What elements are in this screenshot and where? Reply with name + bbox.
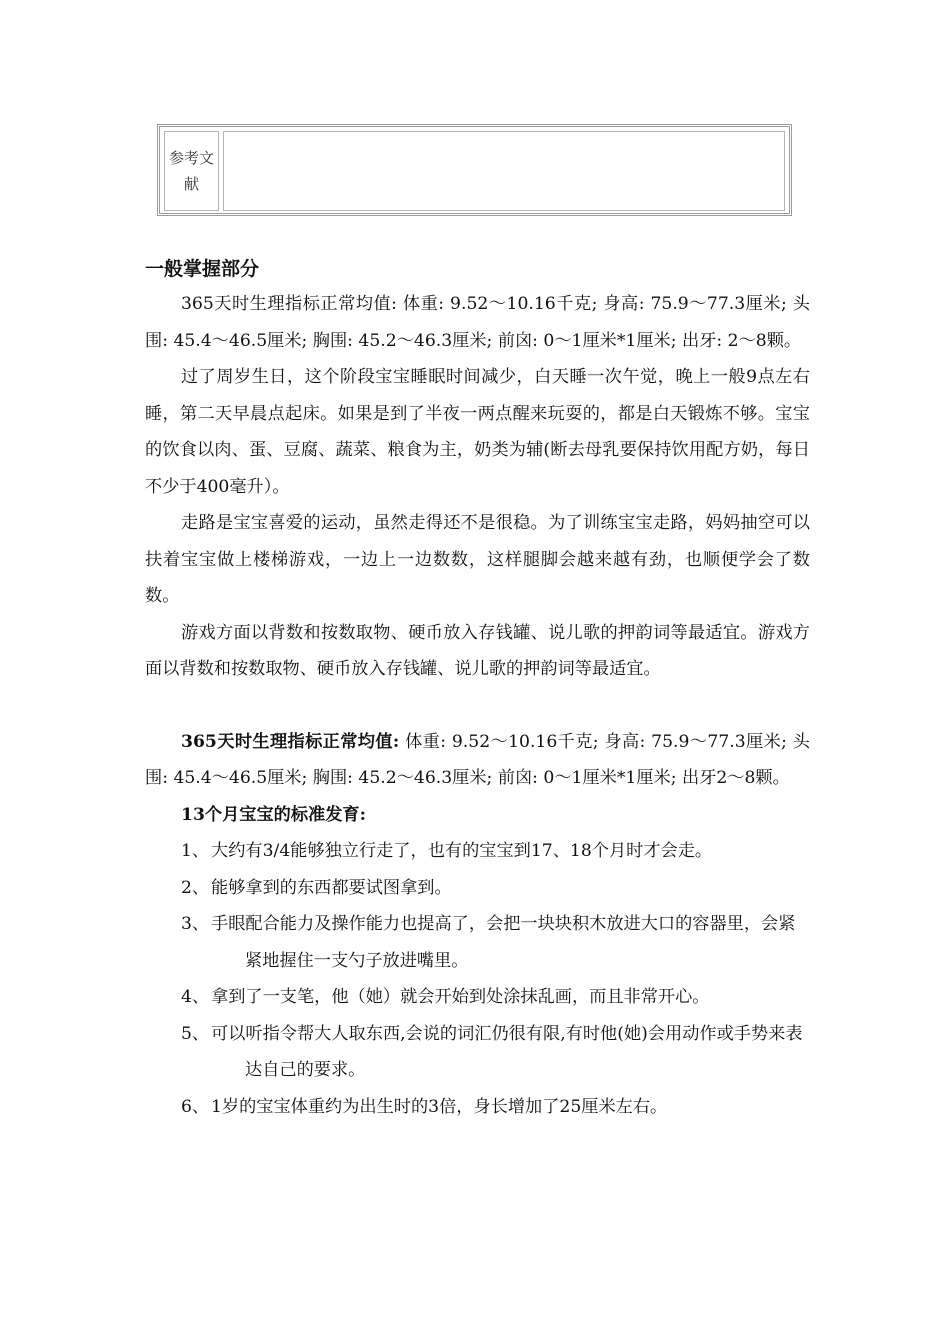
list-number: 5、 [181, 1023, 210, 1044]
reference-content-cell [223, 131, 785, 211]
reference-table [157, 124, 792, 216]
spacer [145, 688, 810, 724]
list-text: 手眼配合能力及操作能力也提高了，会把一块块积木放进大口的容器里，会紧紧地握住一支勺子放进嘴里。 [211, 914, 796, 971]
stats-text: 体重: 9.52～10.16千克; 身高: 75.9～77.3厘米; 头围: 45.4～46.5厘米; 胸围: 45.2～46.3厘米; 前囟: 0～1厘米*1厘米; 出牙2～8颗。 [145, 731, 810, 788]
list-text: 拿到了一支笔，他（她）就会开始到处涂抹乱画，而且非常开心。 [211, 987, 710, 1007]
list-item [145, 833, 810, 870]
paragraph-stats-repeat [145, 724, 810, 797]
list-item [145, 1016, 810, 1089]
paragraph-stats: 365天时生理指标正常均值: 体重: 9.52～10.16千克; 身高: 75.9～77.3厘米; 头围: 45.4～46.5厘米; 胸围: 45.2～46.3厘米; 前囟: 0～1厘米*1厘米; 出牙: 2～8颗。 [145, 294, 810, 351]
list-item [145, 870, 810, 907]
subheading: 13个月宝宝的标准发育: [181, 804, 366, 825]
stats-label: 365天时生理指标正常均值: [181, 731, 400, 752]
list-number: 2、 [181, 877, 210, 898]
reference-label: 参考文献 [168, 149, 214, 193]
list-item [145, 1089, 810, 1126]
list-item [145, 906, 810, 979]
paragraph-games: 游戏方面以背数和按数取物、硬币放入存钱罐、说儿歌的押韵词等最适宜。游戏方面以背数和按数取物、硬币放入存钱罐、说儿歌的押韵词等最适宜。 [145, 622, 810, 679]
list-text: 可以听指令帮大人取东西,会说的词汇仍很有限,有时他(她)会用动作或手势来表达自己的要求。 [211, 1023, 803, 1080]
list-number: 4、 [181, 987, 210, 1007]
list-text: 能够拿到的东西都要试图拿到。 [211, 877, 452, 898]
list-number: 1、 [181, 841, 210, 861]
document-body [145, 252, 810, 1125]
list-number: 3、 [181, 914, 210, 934]
paragraph-sleep-diet: 过了周岁生日，这个阶段宝宝睡眠时间减少，白天睡一次午觉，晚上一般9点左右睡，第二天早晨点起床。如果是到了半夜一两点醒来玩耍的，都是白天锻炼不够。宝宝的饮食以肉、蛋、豆腐、蔬菜、粮食为主，奶类为辅(断去母乳要保持饮用配方奶，每日不少于400毫升）。 [145, 367, 810, 497]
list-number: 6、 [181, 1096, 210, 1117]
list-item [145, 979, 810, 1016]
list-text: 1岁的宝宝体重约为出生时的3倍，身长增加了25厘米左右。 [211, 1096, 668, 1117]
reference-label-cell [164, 131, 219, 211]
list-text: 大约有3/4能够独立行走了，也有的宝宝到17、18个月时才会走。 [211, 841, 713, 861]
paragraph-walking: 走路是宝宝喜爱的运动，虽然走得还不是很稳。为了训练宝宝走路，妈妈抽空可以扶着宝宝做上楼梯游戏，一边上一边数数，这样腿脚会越来越有劲，也顺便学会了数数。 [145, 513, 810, 606]
section-heading: 一般掌握部分 [145, 258, 260, 280]
